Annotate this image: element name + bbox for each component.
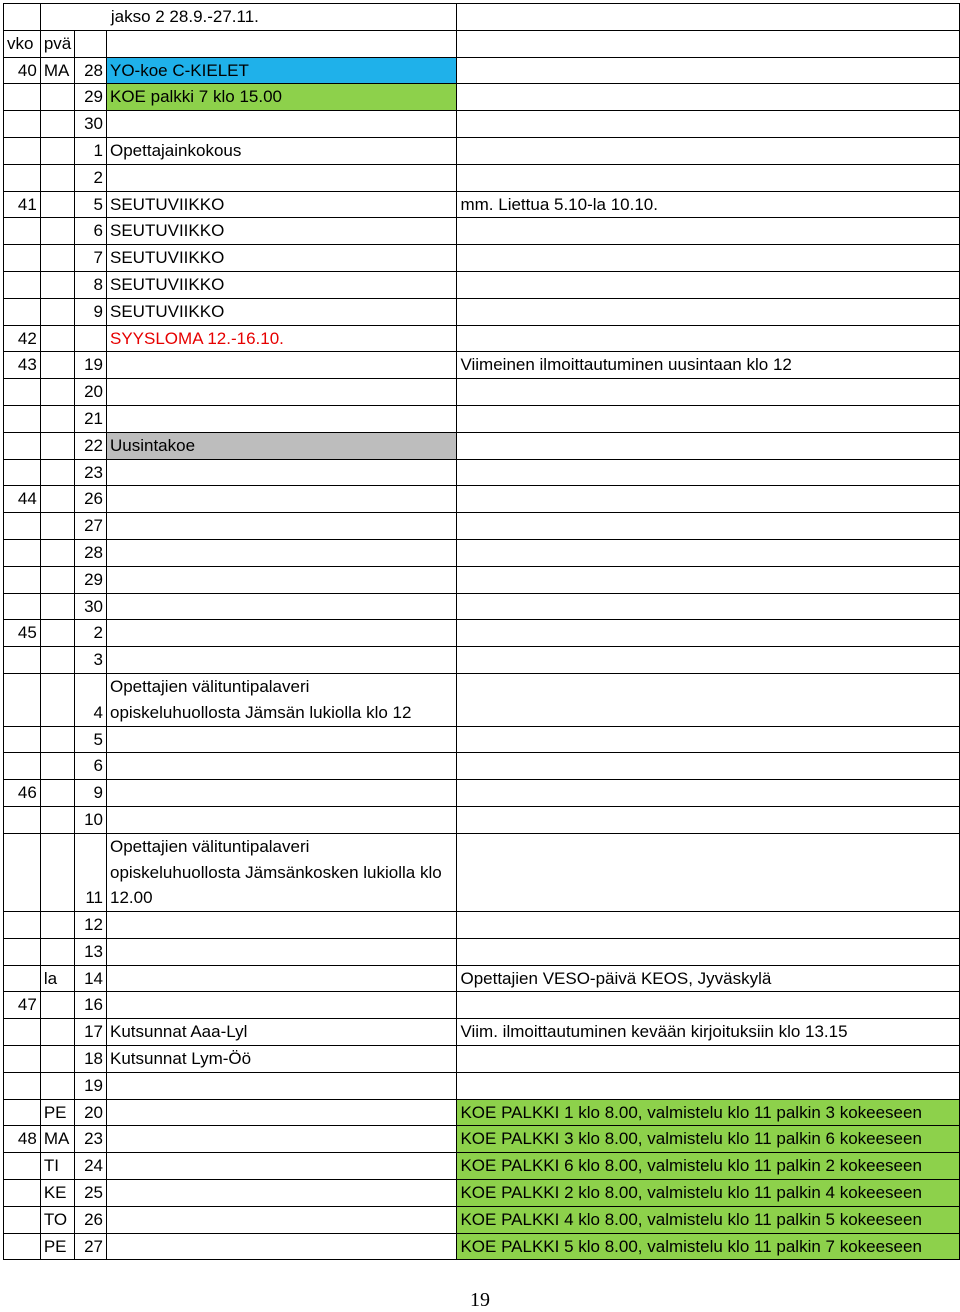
schedule-row [4, 1126, 960, 1153]
note-cell [457, 245, 960, 272]
note-cell: KOE PALKKI 6 klo 8.00, valmistelu klo 11 palkin 2 kokeeseen [457, 1153, 960, 1180]
event-cell [107, 1233, 457, 1260]
weekday-cell [40, 191, 74, 218]
day-cell: 1 [75, 137, 107, 164]
event-cell [107, 111, 457, 138]
weekday-cell [40, 539, 74, 566]
event-cell [107, 513, 457, 540]
note-cell [457, 57, 960, 84]
event-cell [107, 673, 457, 726]
note-cell [457, 833, 960, 911]
week-cell [4, 432, 41, 459]
weekday-cell [40, 1019, 74, 1046]
day-cell: 7 [75, 245, 107, 272]
note-cell: KOE PALKKI 2 klo 8.00, valmistelu klo 11 palkin 4 kokeeseen [457, 1180, 960, 1207]
note-cell [457, 325, 960, 352]
week-cell [4, 726, 41, 753]
blank-cell [75, 30, 107, 57]
weekday-cell [40, 753, 74, 780]
schedule-row [4, 647, 960, 674]
day-cell: 2 [75, 620, 107, 647]
week-cell [4, 753, 41, 780]
weekday-cell [40, 271, 74, 298]
event-cell: Kutsunnat Lym-Öö [107, 1046, 457, 1073]
page-number: 19 [470, 1289, 490, 1311]
week-cell [4, 513, 41, 540]
note-cell: Viim. ilmoittautuminen kevään kirjoituksiin klo 13.15 [457, 1019, 960, 1046]
day-cell: 14 [75, 965, 107, 992]
week-cell [4, 1233, 41, 1260]
schedule-row [4, 1153, 960, 1180]
week-cell: 43 [4, 352, 41, 379]
week-cell [4, 1206, 41, 1233]
day-cell: 8 [75, 271, 107, 298]
week-cell [4, 218, 41, 245]
blank-cell [4, 4, 41, 31]
blank-cell [107, 30, 457, 57]
event-cell: SYYSLOMA 12.-16.10. [107, 325, 457, 352]
day-cell: 28 [75, 57, 107, 84]
day-cell: 23 [75, 459, 107, 486]
event-cell [107, 352, 457, 379]
event-cell [107, 459, 457, 486]
week-cell [4, 245, 41, 272]
weekday-cell: TO [40, 1206, 74, 1233]
day-cell: 17 [75, 1019, 107, 1046]
event-cell [107, 806, 457, 833]
event-cell [107, 1206, 457, 1233]
weekday-cell [40, 912, 74, 939]
note-cell [457, 405, 960, 432]
week-cell [4, 566, 41, 593]
schedule-row [4, 833, 960, 911]
day-cell: 19 [75, 1072, 107, 1099]
event-cell [107, 566, 457, 593]
note-cell [457, 566, 960, 593]
event-cell [107, 1126, 457, 1153]
day-cell: 20 [75, 379, 107, 406]
note-cell [457, 726, 960, 753]
day-cell: 9 [75, 780, 107, 807]
week-cell: 41 [4, 191, 41, 218]
weekday-cell [40, 620, 74, 647]
weekday-cell: la [40, 965, 74, 992]
weekday-cell: MA [40, 57, 74, 84]
note-cell [457, 673, 960, 726]
weekday-cell [40, 647, 74, 674]
event-line: opiskeluhuollosta Jämsän lukiolla klo 12 [110, 702, 412, 722]
schedule-row [4, 753, 960, 780]
schedule-row [4, 1180, 960, 1207]
schedule-row [4, 57, 960, 84]
schedule-row [4, 539, 960, 566]
schedule-row [4, 513, 960, 540]
schedule-row [4, 379, 960, 406]
weekday-cell [40, 726, 74, 753]
event-cell [107, 780, 457, 807]
note-cell [457, 459, 960, 486]
event-cell [107, 726, 457, 753]
event-cell [107, 164, 457, 191]
event-cell [107, 965, 457, 992]
note-cell [457, 379, 960, 406]
week-cell [4, 1099, 41, 1126]
week-cell [4, 593, 41, 620]
weekday-cell [40, 84, 74, 111]
event-cell: SEUTUVIIKKO [107, 218, 457, 245]
weekday-cell [40, 513, 74, 540]
column-header-pva: pvä [40, 30, 74, 57]
note-cell: KOE PALKKI 4 klo 8.00, valmistelu klo 11 palkin 5 kokeeseen [457, 1206, 960, 1233]
schedule-row [4, 271, 960, 298]
note-cell: mm. Liettua 5.10-la 10.10. [457, 191, 960, 218]
weekday-cell [40, 379, 74, 406]
weekday-cell [40, 325, 74, 352]
schedule-row [4, 432, 960, 459]
note-cell: KOE PALKKI 3 klo 8.00, valmistelu klo 11 palkin 6 kokeeseen [457, 1126, 960, 1153]
day-cell: 13 [75, 938, 107, 965]
weekday-cell [40, 352, 74, 379]
day-cell: 10 [75, 806, 107, 833]
day-cell: 27 [75, 1233, 107, 1260]
week-cell [4, 673, 41, 726]
note-cell [457, 432, 960, 459]
day-cell: 30 [75, 593, 107, 620]
note-cell [457, 753, 960, 780]
day-cell: 29 [75, 84, 107, 111]
event-cell: SEUTUVIIKKO [107, 298, 457, 325]
schedule-row [4, 298, 960, 325]
day-cell: 20 [75, 1099, 107, 1126]
day-cell: 16 [75, 992, 107, 1019]
note-cell [457, 912, 960, 939]
schedule-row [4, 137, 960, 164]
event-cell [107, 379, 457, 406]
weekday-cell [40, 673, 74, 726]
event-line: opiskeluhuollosta Jämsänkosken lukiolla klo [110, 862, 442, 882]
note-cell [457, 938, 960, 965]
day-cell [75, 325, 107, 352]
week-cell [4, 938, 41, 965]
weekday-cell [40, 833, 74, 911]
event-cell: KOE palkki 7 klo 15.00 [107, 84, 457, 111]
schedule-row [4, 965, 960, 992]
event-cell [107, 1099, 457, 1126]
event-cell: SEUTUVIIKKO [107, 191, 457, 218]
schedule-row [4, 486, 960, 513]
week-cell [4, 459, 41, 486]
note-cell: Viimeinen ilmoittautuminen uusintaan klo 12 [457, 352, 960, 379]
schedule-table [3, 3, 960, 1260]
schedule-row [4, 806, 960, 833]
day-cell: 27 [75, 513, 107, 540]
day-cell: 11 [75, 833, 107, 911]
event-cell [107, 992, 457, 1019]
week-cell [4, 833, 41, 911]
event-cell: Opettajainkokous [107, 137, 457, 164]
weekday-cell [40, 137, 74, 164]
day-cell: 6 [75, 753, 107, 780]
day-cell: 26 [75, 486, 107, 513]
week-cell [4, 1180, 41, 1207]
note-cell [457, 486, 960, 513]
schedule-row [4, 352, 960, 379]
schedule-row [4, 566, 960, 593]
schedule-row [4, 218, 960, 245]
schedule-row [4, 405, 960, 432]
weekday-cell: TI [40, 1153, 74, 1180]
schedule-row [4, 593, 960, 620]
note-cell: KOE PALKKI 1 klo 8.00, valmistelu klo 11 palkin 3 kokeeseen [457, 1099, 960, 1126]
weekday-cell: MA [40, 1126, 74, 1153]
weekday-cell [40, 245, 74, 272]
day-cell: 24 [75, 1153, 107, 1180]
note-cell [457, 164, 960, 191]
event-cell: YO-koe C-KIELET [107, 57, 457, 84]
note-cell [457, 271, 960, 298]
schedule-row [4, 1072, 960, 1099]
event-cell [107, 1153, 457, 1180]
day-cell: 3 [75, 647, 107, 674]
event-cell: Kutsunnat Aaa-Lyl [107, 1019, 457, 1046]
day-cell: 18 [75, 1046, 107, 1073]
day-cell: 19 [75, 352, 107, 379]
day-cell: 21 [75, 405, 107, 432]
column-header-row [4, 30, 960, 57]
schedule-row [4, 1046, 960, 1073]
schedule-row [4, 726, 960, 753]
note-cell [457, 298, 960, 325]
note-cell [457, 218, 960, 245]
week-cell [4, 164, 41, 191]
event-cell [107, 912, 457, 939]
event-cell: Uusintakoe [107, 432, 457, 459]
weekday-cell [40, 938, 74, 965]
blank-cell [457, 30, 960, 57]
day-cell: 12 [75, 912, 107, 939]
weekday-cell [40, 806, 74, 833]
weekday-cell [40, 164, 74, 191]
weekday-cell [40, 566, 74, 593]
day-cell: 5 [75, 191, 107, 218]
week-cell: 44 [4, 486, 41, 513]
schedule-row [4, 1233, 960, 1260]
weekday-cell: KE [40, 1180, 74, 1207]
weekday-cell [40, 298, 74, 325]
weekday-cell [40, 1072, 74, 1099]
day-cell: 4 [75, 673, 107, 726]
schedule-row [4, 992, 960, 1019]
week-cell [4, 84, 41, 111]
event-cell: SEUTUVIIKKO [107, 271, 457, 298]
event-cell [107, 1072, 457, 1099]
schedule-row [4, 620, 960, 647]
note-cell [457, 806, 960, 833]
day-cell: 2 [75, 164, 107, 191]
note-cell [457, 84, 960, 111]
schedule-row [4, 938, 960, 965]
week-cell [4, 647, 41, 674]
schedule-row [4, 459, 960, 486]
week-cell [4, 1072, 41, 1099]
day-cell: 28 [75, 539, 107, 566]
weekday-cell [40, 111, 74, 138]
note-cell [457, 647, 960, 674]
day-cell: 25 [75, 1180, 107, 1207]
note-cell [457, 1046, 960, 1073]
note-cell: KOE PALKKI 5 klo 8.00, valmistelu klo 11 palkin 7 kokeeseen [457, 1233, 960, 1260]
weekday-cell [40, 593, 74, 620]
weekday-cell [40, 992, 74, 1019]
day-cell: 9 [75, 298, 107, 325]
schedule-row [4, 912, 960, 939]
weekday-cell [40, 405, 74, 432]
event-line: 12.00 [110, 888, 153, 908]
note-cell [457, 992, 960, 1019]
schedule-row [4, 84, 960, 111]
schedule-row [4, 111, 960, 138]
day-cell: 22 [75, 432, 107, 459]
schedule-row [4, 1206, 960, 1233]
event-cell [107, 938, 457, 965]
week-cell [4, 379, 41, 406]
day-cell: 29 [75, 566, 107, 593]
note-cell [457, 539, 960, 566]
week-cell [4, 965, 41, 992]
event-line: Opettajien välituntipalaveri [110, 836, 310, 856]
week-cell [4, 539, 41, 566]
column-header-vko: vko [4, 30, 41, 57]
week-cell [4, 1019, 41, 1046]
note-cell [457, 780, 960, 807]
weekday-cell: PE [40, 1099, 74, 1126]
schedule-row [4, 245, 960, 272]
weekday-cell [40, 1046, 74, 1073]
period-title: jakso 2 28.9.-27.11. [40, 4, 457, 31]
week-cell: 48 [4, 1126, 41, 1153]
note-cell [457, 1072, 960, 1099]
schedule-row [4, 1099, 960, 1126]
schedule-row [4, 780, 960, 807]
event-cell [107, 833, 457, 911]
blank-cell [457, 4, 960, 31]
note-cell [457, 513, 960, 540]
schedule-row [4, 1019, 960, 1046]
day-cell: 30 [75, 111, 107, 138]
note-cell [457, 137, 960, 164]
event-cell [107, 539, 457, 566]
note-cell [457, 593, 960, 620]
week-cell: 42 [4, 325, 41, 352]
day-cell: 23 [75, 1126, 107, 1153]
week-cell [4, 405, 41, 432]
day-cell: 5 [75, 726, 107, 753]
weekday-cell [40, 486, 74, 513]
event-cell: SEUTUVIIKKO [107, 245, 457, 272]
weekday-cell [40, 780, 74, 807]
period-row [4, 4, 960, 31]
note-cell: Opettajien VESO-päivä KEOS, Jyväskylä [457, 965, 960, 992]
week-cell [4, 1153, 41, 1180]
schedule-row [4, 325, 960, 352]
week-cell: 40 [4, 57, 41, 84]
weekday-cell [40, 432, 74, 459]
week-cell: 45 [4, 620, 41, 647]
note-cell [457, 111, 960, 138]
event-line: Opettajien välituntipalaveri [110, 676, 310, 696]
weekday-cell [40, 218, 74, 245]
week-cell: 46 [4, 780, 41, 807]
event-cell [107, 593, 457, 620]
week-cell [4, 1046, 41, 1073]
event-cell [107, 1180, 457, 1207]
event-cell [107, 405, 457, 432]
schedule-row [4, 191, 960, 218]
week-cell [4, 111, 41, 138]
event-cell [107, 753, 457, 780]
week-cell [4, 298, 41, 325]
weekday-cell: PE [40, 1233, 74, 1260]
weekday-cell [40, 459, 74, 486]
schedule-row [4, 164, 960, 191]
week-cell [4, 806, 41, 833]
event-cell [107, 647, 457, 674]
day-cell: 26 [75, 1206, 107, 1233]
week-cell: 47 [4, 992, 41, 1019]
day-cell: 6 [75, 218, 107, 245]
week-cell [4, 912, 41, 939]
week-cell [4, 137, 41, 164]
schedule-row [4, 673, 960, 726]
note-cell [457, 620, 960, 647]
week-cell [4, 271, 41, 298]
event-cell [107, 486, 457, 513]
event-cell [107, 620, 457, 647]
